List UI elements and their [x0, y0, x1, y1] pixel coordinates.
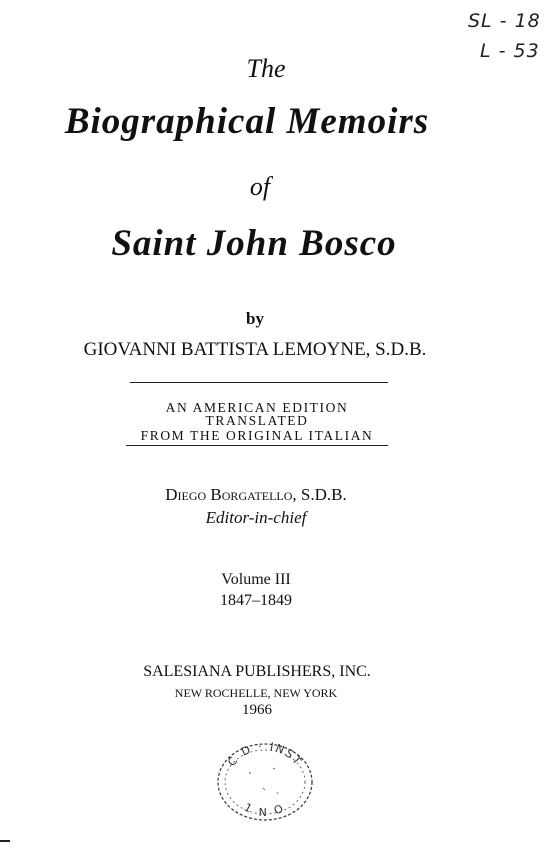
- stamp-text-top: C D · INST: [225, 742, 305, 769]
- handwritten-annotation-2: L - 53: [480, 40, 540, 62]
- stamp-text-bottom: 1 N O: [241, 800, 289, 820]
- byline-by: by: [246, 309, 264, 328]
- rule-bottom: [126, 445, 388, 446]
- rule-top: [130, 382, 388, 383]
- handwritten-annotation-1: SL - 18: [468, 10, 541, 32]
- editor-last-name: Borgatello: [210, 485, 293, 504]
- publisher-name: SALESIANA PUBLISHERS, INC.: [143, 663, 371, 680]
- title-of: of: [249, 172, 271, 201]
- library-stamp: [215, 742, 315, 822]
- editor-first-name: Diego: [165, 485, 207, 504]
- editor-role: Editor-in-chief: [205, 508, 307, 527]
- edition-line-1: AN AMERICAN EDITION: [165, 400, 349, 415]
- title-line-2: Saint John Bosco: [111, 223, 397, 264]
- title-line-1: Biographical Memoirs: [64, 101, 430, 142]
- scan-edge-mark: [0, 840, 10, 842]
- publication-year: 1966: [242, 702, 272, 718]
- publisher-place: NEW ROCHELLE, NEW YORK: [174, 686, 338, 700]
- editor-name: [165, 485, 347, 505]
- editor-suffix: , S.D.B.: [292, 485, 347, 504]
- edition-line-2: TRANSLATED: [205, 413, 309, 428]
- edition-line-3: FROM THE ORIGINAL ITALIAN: [140, 428, 374, 443]
- stamp-speckle: [249, 768, 278, 794]
- volume-label: Volume III: [221, 571, 291, 588]
- volume-years: 1847–1849: [220, 592, 292, 609]
- author-name: GIOVANNI BATTISTA LEMOYNE, S.D.B.: [83, 339, 427, 360]
- title-the: The: [246, 54, 286, 83]
